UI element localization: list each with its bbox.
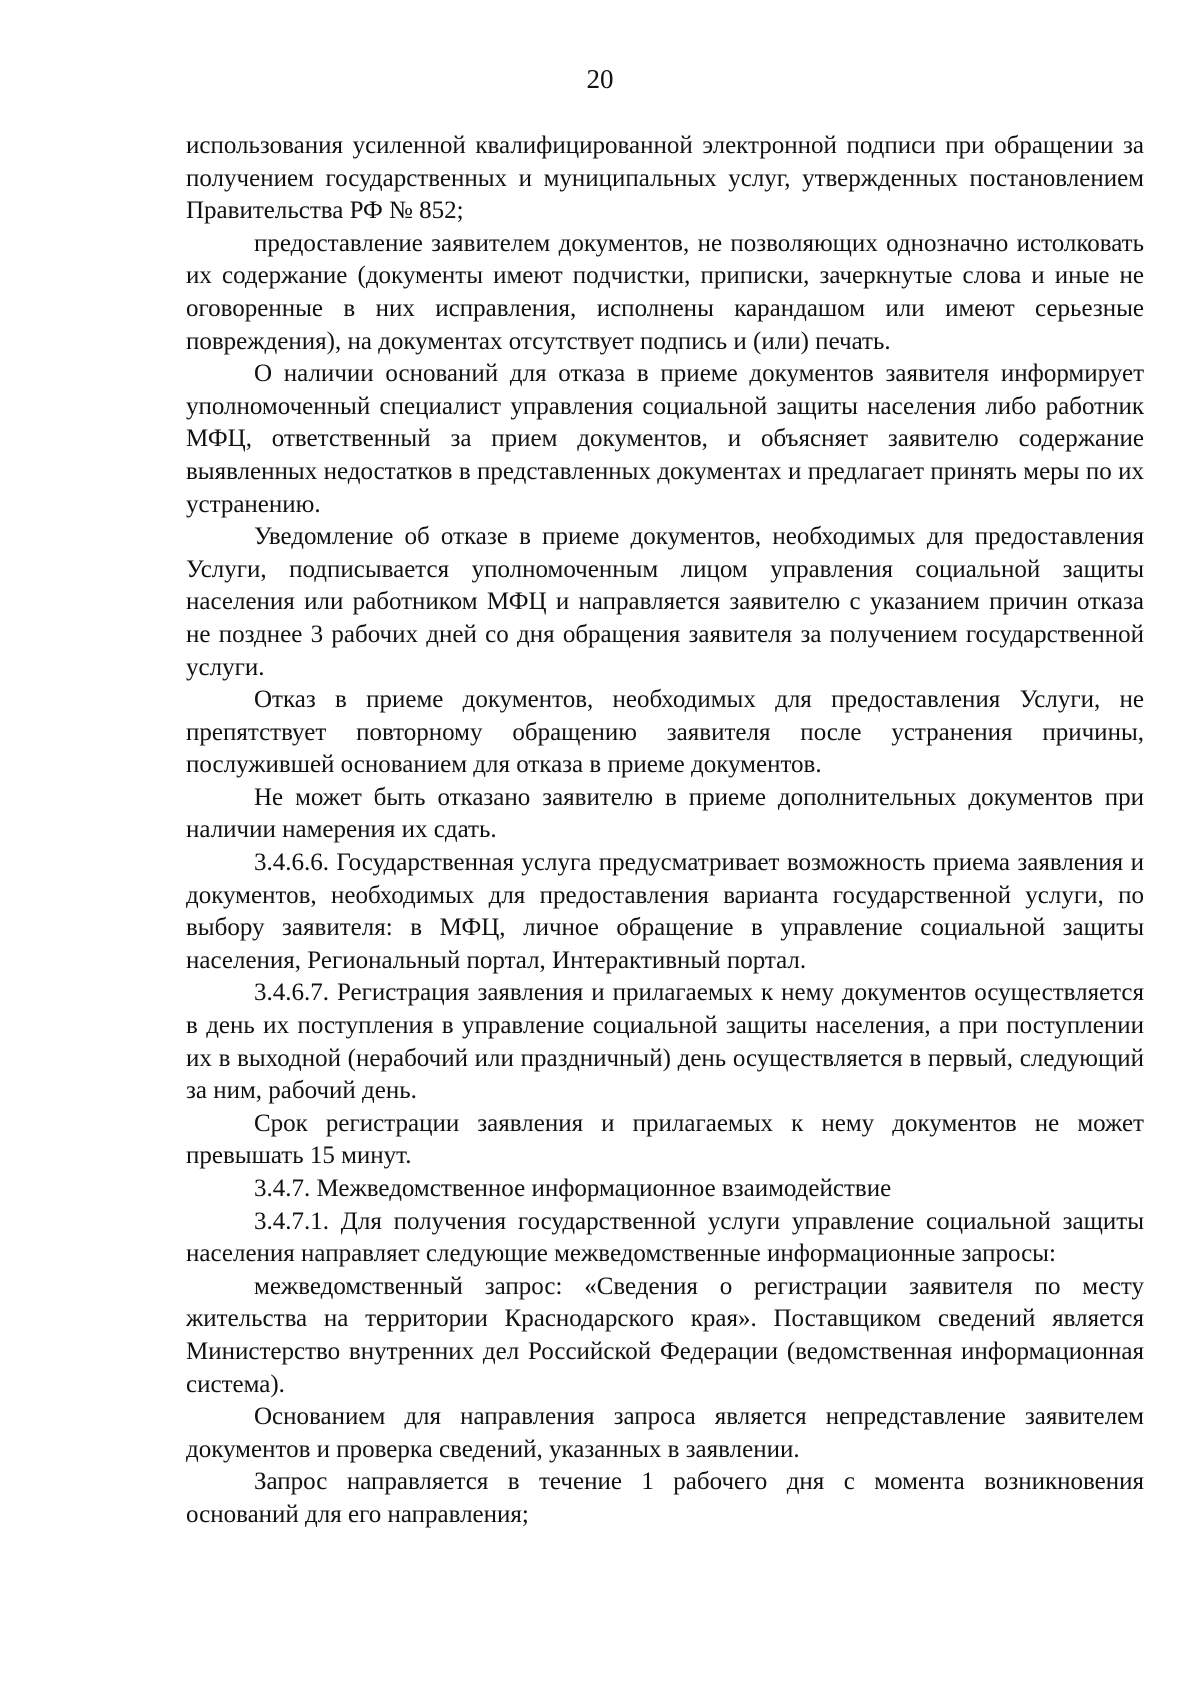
paragraph-signature-continuation: использования усиленной квалифицированной электронной подписи при обращении за получением государственных и муниципальных услуг, утвержденных постановлением Правительства РФ № 852; [186, 132, 1144, 225]
paragraph-additional-documents: Не может быть отказано заявителю в приеме дополнительных документов при наличии намерения их сдать. [186, 783, 1144, 844]
section-heading-3-4-7: 3.4.7. Межведомственное информационное взаимодействие [254, 1175, 892, 1202]
paragraph-interagency-request: межведомственный запрос: «Сведения о регистрации заявителя по месту жительства на территории Краснодарского края». Поставщиком сведений является Министерство внутренних дел Российской Федерации (ведомственная информационная система). [186, 1272, 1144, 1398]
paragraph-section-3-4-6-7: 3.4.6.7. Регистрация заявления и прилагаемых к нему документов осуществляется в день их поступления в управление социальной защиты населения, а при поступлении их в выходной (нерабочий или праздничный) день осуществляется в первый, следующий за ним, рабочий день. [186, 979, 1144, 1105]
paragraph-unreadable-documents: предоставление заявителем документов, не позволяющих однозначно истолковать их содержание (документы имеют подчистки, приписки, зачеркнутые слова и иные не оговоренные в них исправления, исполнены карандашом или имеют серьезные повреждения), на документах отсутствует подпись и (или) печать. [186, 229, 1144, 355]
paragraph-section-3-4-6-6: 3.4.6.6. Государственная услуга предусматривает возможность приема заявления и документов, необходимых для предоставления варианта государственной услуги, по выбору заявителя: в МФЦ, личное обращение в управление социальной защиты населения, Региональный портал, Интерактивный портал. [186, 849, 1144, 974]
paragraph-refusal-notice: Уведомление об отказе в приеме документов, необходимых для предоставления Услуги, подписывается уполномоченным лицом управления социальной защиты населения или работником МФЦ и направляется заявителю с указанием причин отказа не позднее 3 рабочих дней со дня обращения заявителя за получением государственной услуги. [186, 523, 1144, 681]
paragraph-refusal-notification: О наличии оснований для отказа в приеме документов заявителя информирует уполномоченный специалист управления социальной защиты населения либо работник МФЦ, ответственный за прием документов, и объясняет заявителю содержание выявленных недостатков в представленных документах и предлагает принять меры по их устранению. [186, 360, 1144, 518]
page-number: 20 [586, 64, 614, 94]
paragraph-refusal-no-obstacle: Отказ в приеме документов, необходимых для предоставления Услуги, не препятствует повторному обращению заявителя после устранения причины, послужившей основанием для отказа в приеме документов. [186, 686, 1144, 779]
paragraph-request-timing: Запрос направляется в течение 1 рабочего дня с момента возникновения оснований для его направления; [186, 1468, 1144, 1528]
paragraph-registration-term: Срок регистрации заявления и прилагаемых к нему документов не может превышать 15 минут. [186, 1109, 1144, 1170]
paragraph-request-basis: Основанием для направления запроса является непредставление заявителем документов и проверка сведений, указанных в заявлении. [186, 1403, 1144, 1463]
paragraph-section-3-4-7-1: 3.4.7.1. Для получения государственной услуги управление социальной защиты населения направляет следующие межведомственные информационные запросы: [186, 1207, 1144, 1268]
document-body [186, 130, 1144, 1532]
